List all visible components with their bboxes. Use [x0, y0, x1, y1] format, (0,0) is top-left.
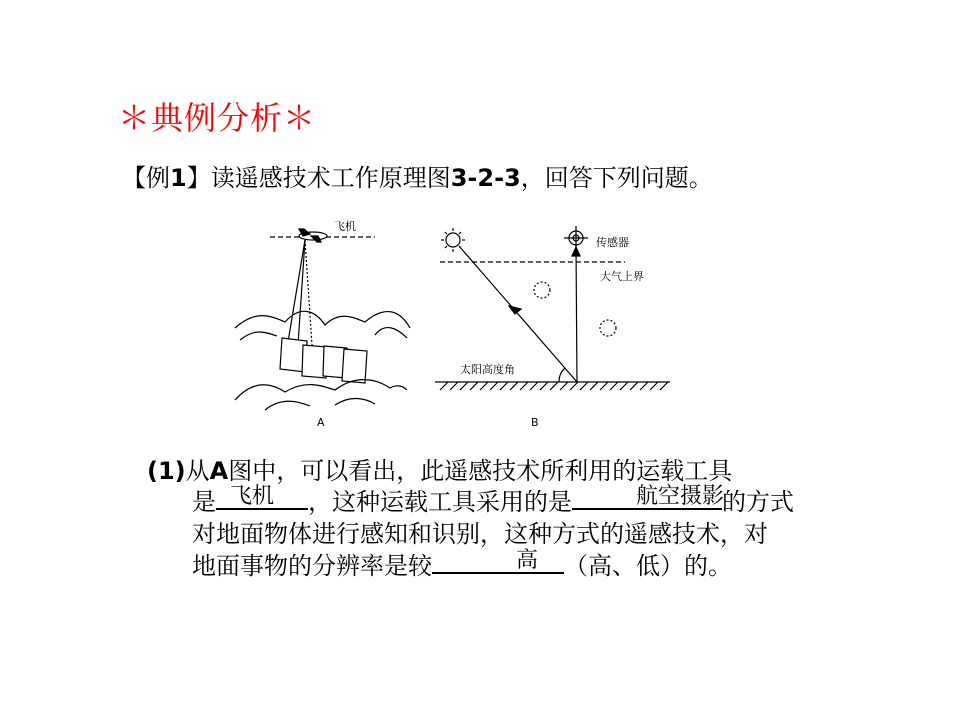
diagram-a — [235, 219, 410, 429]
q1-line1-a: 从 — [185, 457, 210, 485]
airplane-icon — [299, 229, 327, 242]
slide-title: ＊典例分析＊ — [118, 99, 317, 137]
answer-blank-3 — [432, 550, 564, 574]
plane-label: 飞机 — [334, 220, 356, 233]
q1-line-3: 对地面物体进行感知和识别，这种方式的遥感技术，对 — [192, 520, 768, 548]
sun-angle-label: 太阳高度角 — [460, 363, 515, 376]
atmosphere-label: 大气上界 — [600, 270, 644, 283]
q1-line2-b: ，这种运载工具采用的是 — [308, 488, 572, 516]
example-number: 1 — [170, 164, 187, 192]
sensor-label: 传感器 — [596, 236, 629, 249]
q1-line1-c: 图中，可以看出，此遥感技术所利用的运载工具 — [228, 457, 733, 485]
q1-line-4 — [192, 550, 732, 582]
q1-line2-c: 的方式 — [722, 488, 794, 516]
q1-line2-a: 是 — [192, 488, 216, 516]
answer-3: 高 — [516, 548, 539, 573]
diagram-b-label: B — [531, 416, 539, 429]
q1-line1-b: A — [209, 457, 229, 485]
q1-line4-b: （高、低）的。 — [564, 552, 732, 580]
figure-reference: 3-2-3 — [450, 164, 521, 192]
example-prompt — [122, 158, 713, 193]
q1-number: (1) — [147, 457, 186, 485]
example-mid: 】读遥感技术工作原理图 — [186, 164, 451, 192]
answer-1: 飞机 — [230, 484, 275, 509]
example-prefix: 【例 — [122, 164, 170, 192]
remote-sensing-figure — [225, 210, 725, 435]
diagram-b — [435, 226, 670, 429]
diagram-a-label: A — [317, 416, 325, 429]
example-suffix: ，回答下列问题。 — [520, 164, 713, 192]
q1-line4-a: 地面事物的分辨率是较 — [192, 552, 432, 580]
answer-2: 航空摄影 — [636, 484, 725, 509]
scatter-icon — [534, 282, 616, 336]
